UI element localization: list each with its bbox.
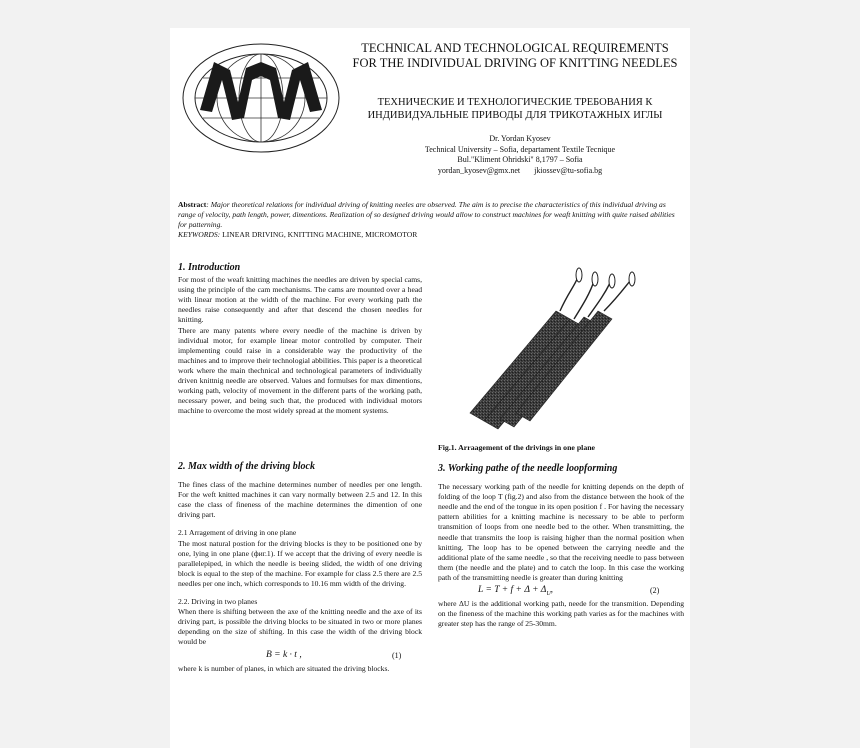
abstract-label: Abstract <box>178 200 207 209</box>
author-name: Dr. Yordan Kyosev <box>489 134 551 143</box>
section-2-1-paragraph: The most natural postion for the driving blocks is they to be positioned one by one, lying in one plane (фиг.1). If we accept that the driving of every needle is parallelepiped, in which the needle is beeing slided, the width of one driving block is equal to the step of the machine. For example for class 2.5 there are 2.5 needles per one inch, which corresponds to 10.16 mm width of the driving. <box>178 538 422 588</box>
section-2-2-paragraph: When there is shifting between the axe of the knitting needle and the axe of its driving part, is possible the driving blocks to be situated in two or more planes depending on the size of shifting. In this case the width of the driving block would be <box>178 607 422 647</box>
globe-logo-icon <box>178 40 344 156</box>
affiliation-line-2: Bul."Kliment Ohridski" 8,1797 – Sofia <box>457 155 583 164</box>
equation-2-subscript: U <box>546 590 551 597</box>
email-1: yordan_kyosev@gmx.net <box>437 165 521 175</box>
keywords-label: KEYWORDS: <box>178 230 221 239</box>
section-3-paragraph-2: where ΔU is the additional working path, neede for the transmition. Depending on the fineness of the machine this working path varies as for the machines with greater step has the range of 25-30mm. <box>438 599 684 629</box>
equation-1-row <box>178 648 422 664</box>
author-block <box>370 134 670 176</box>
equation-2-number: (2) <box>650 586 660 596</box>
section-1-paragraph-2: There are many patents where every needle of the machine is driven by individual motor, for example linear motor controlled by computer. Their implementing could raise in a considerable way the productivity of the machines and to improve their technologial abbilities. This paper is a theoretical work where the main thechnical and technological parameters of individually driven knittnig needle are observed. Values and formulses for max dimentions, working path, velocity of movement in the different parts of the working path, necessary power, and being such that, the produced with individual motors machine to overcome the most widely spread at the moment systems. <box>178 325 422 416</box>
section-2-2-after: where k is number of planes, in which are situated the driving blocks. <box>178 663 390 673</box>
left-column-bottom <box>178 462 422 674</box>
equation-1-number: (1) <box>392 650 402 660</box>
section-2-paragraph: The fines class of the machine determines number of needles per one length. For the weft knitted machines it can vary normally between 2.5 and 12. In this case the class of fineness of the machine determines the dimention of one driving part. <box>178 480 422 520</box>
email-line <box>370 166 670 177</box>
equation-2-row <box>438 583 684 599</box>
right-column-bottom <box>438 464 684 629</box>
title-english: TECHNICAL AND TECHNOLOGICAL REQUIREMENTS FOR THE INDIVIDUAL DRIVING OF KNITTING NEEDLES <box>352 41 678 70</box>
driving-blocks-illustration <box>438 263 680 441</box>
abstract-block <box>178 200 684 240</box>
figure-1-caption: Fig.1. Arraagement of the drivings in one plane <box>438 443 596 452</box>
paper-page <box>170 28 690 748</box>
keywords-text: LINEAR DRIVING, KNITTING MACHINE, MICROMOTOR <box>220 230 418 239</box>
figure-1 <box>438 263 680 441</box>
equation-2-body: L = T + f + Δ + Δ <box>478 585 547 596</box>
section-2-heading: 2. Max width of the driving block <box>178 461 315 472</box>
affiliation-line-1: Technical University – Sofia, departament Textile Tecnique <box>424 144 616 154</box>
equation-1: B = k · t , <box>266 649 302 660</box>
section-1-paragraph-1: For most of the weaft knitting machines the needles are driven by special cams, using the principle of the cam mechanisms. The cams are mounted over a head with linear motion at the width of the machine. For every working path the needles raise consequently and after that descend the chosen needles for knitting. <box>178 275 422 325</box>
equation-2: $L = T + f + \Delta + \Delta_U$, <box>478 585 554 597</box>
conference-logo <box>178 40 344 156</box>
title-russian: ТЕХНИЧЕСКИЕ И ТЕХНОЛОГИЧЕСКИЕ ТРЕБОВАНИЯ К ИНДИВИДУАЛЬНЫЕ ПРИВОДЫ ДЛЯ ТРИКОТАЖНЫХ ИГЛЫ <box>367 97 663 121</box>
section-3-heading: 3. Working pathe of the needle loopforming <box>438 463 618 474</box>
email-2: jkiossev@tu-sofia.bg <box>534 165 603 175</box>
left-column-top <box>178 263 422 416</box>
section-2-2-heading: 2.2. Driving in two planes <box>178 597 258 607</box>
section-1-heading: 1. Introduction <box>178 262 241 273</box>
section-2-1-heading: 2.1 Arragement of driving in one plane <box>178 528 297 538</box>
section-3-paragraph-1: The necessary working path of the needle for knitting depends on the depth of folding of the loop T (fig.2) and also from the distance between the hook of the needle and the end of the tongue in its open position f . For having the necessary pattern abilities for a knitting machine is necessary to be able to perform transmition of loops from one needle bed to the other. When transmitting, the needle that transmits the loop is raising higher than the normal position when knitting. The loop has to be opened between the carrying needle and the additional plate of the same needle , so that the receiving needle to pass between them (the needle and the plate) and to catch the loop. In this case the working path of the transmitting needle is greater than during knitting <box>438 482 684 582</box>
abstract-text: : Major theoretical relations for individual driving of knitting neeles are observed. The aim is to precise the characteristics of this individual driving as range of velocity, path length, power, dimentions. Realization of so designed driving would allow to construct machines for weaft knitting with quite raised abilities for patterning. <box>178 200 675 229</box>
